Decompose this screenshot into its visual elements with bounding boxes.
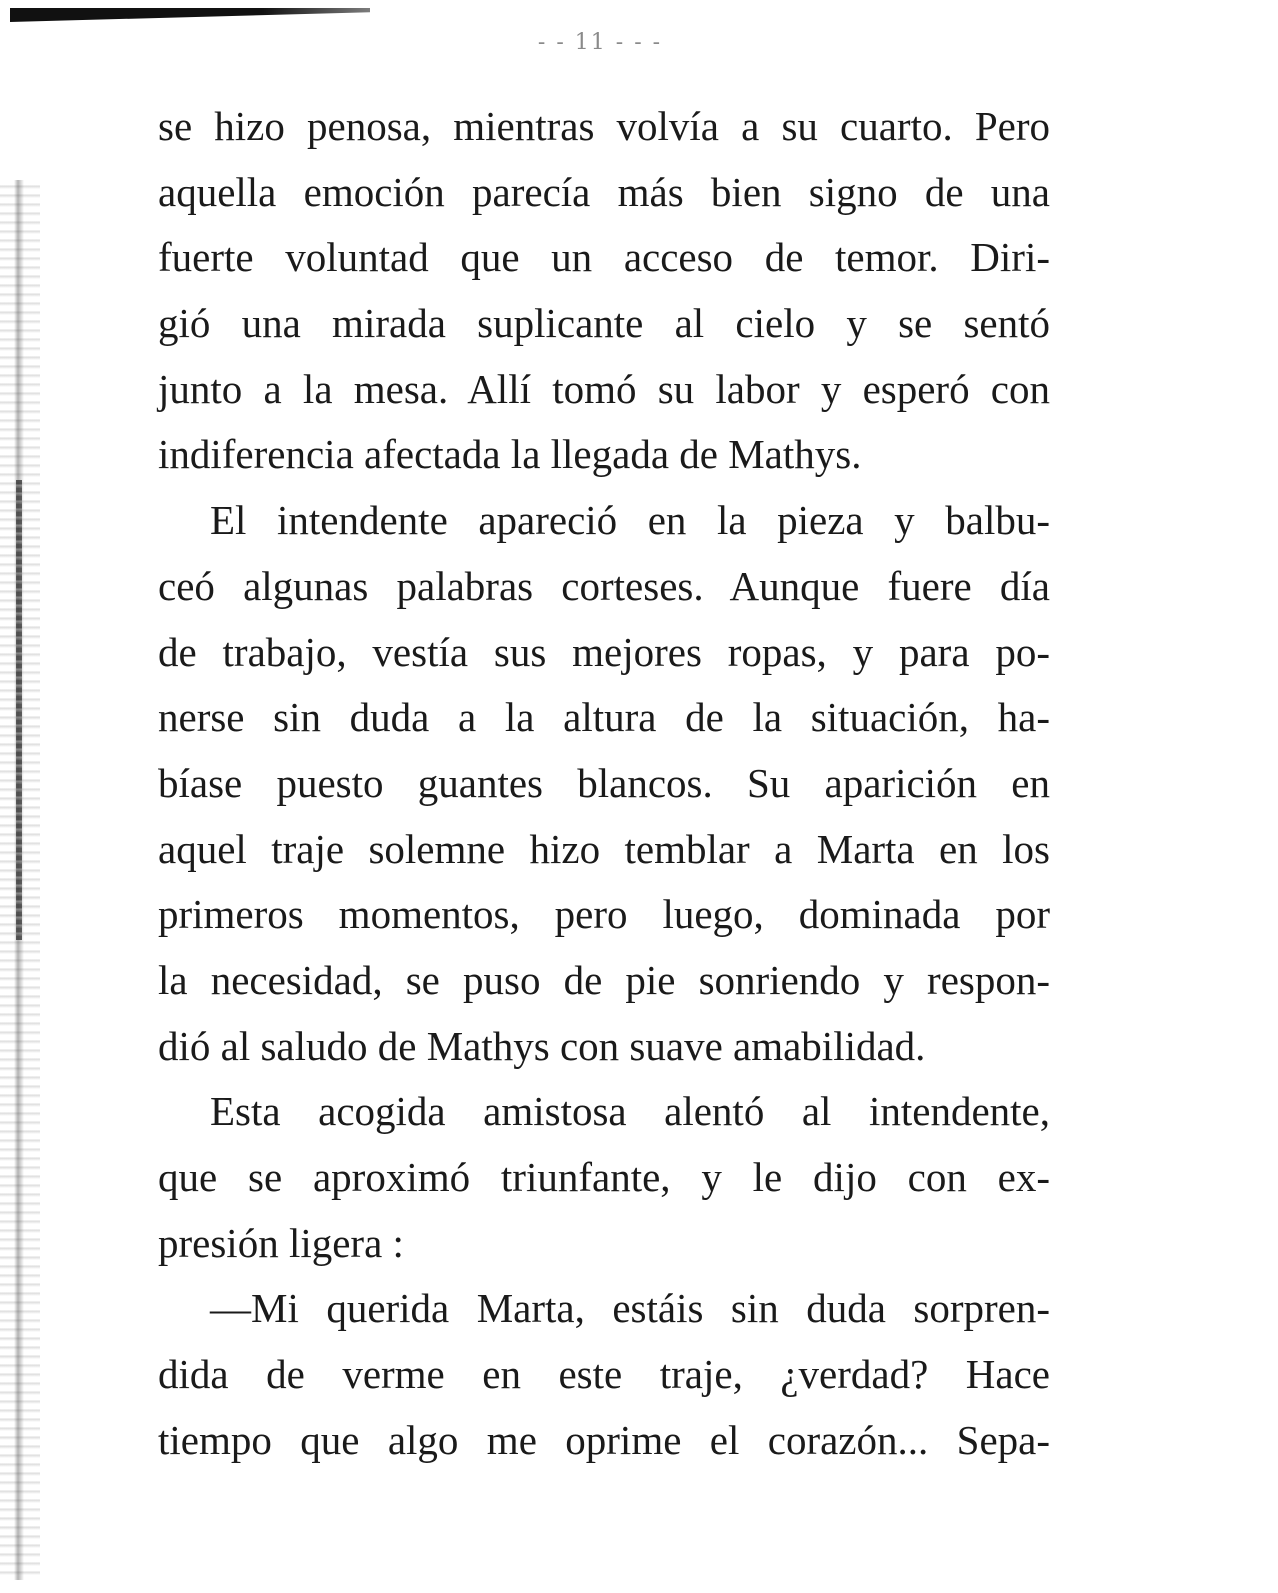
page-number: - - 11 - - - (537, 30, 663, 55)
text-line: se hizo penosa, mientras volvía a su cuarto. Pero (158, 103, 1050, 149)
text-line: presión ligera : (158, 1219, 404, 1266)
text-line: —Mi querida Marta, estáis sin duda sorpren- (210, 1285, 1050, 1332)
text-line: que se aproximó triunfante, y le dijo con ex- (158, 1154, 1050, 1200)
text-line: fuerte voluntad que un acceso de temor. Diri- (158, 234, 1050, 281)
text-line: nerse sin duda a la altura de la situación, ha- (158, 694, 1050, 741)
text-line: indiferencia afectada la llegada de Mathys. (158, 431, 862, 478)
body-text (158, 94, 1050, 1473)
text-line: dió al saludo de Mathys con suave amabilidad. (158, 1022, 926, 1069)
text-line: bíase puesto guantes blancos. Su aparición en (158, 759, 1050, 806)
text-line: aquella emoción parecía más bien signo de una (158, 168, 1050, 215)
text-line: aquel traje solemne hizo temblar a Marta en los (158, 825, 1050, 872)
text-line: junto a la mesa. Allí tomó su labor y esperó con (158, 365, 1050, 412)
text-line: Esta acogida amistosa alentó al intendente, (210, 1088, 1050, 1135)
text-line: de trabajo, vestía sus mejores ropas, y para po- (158, 628, 1050, 675)
text-line: tiempo que algo me oprime el corazón... Sepa- (158, 1416, 1050, 1463)
text-line: primeros momentos, pero luego, dominada por (158, 891, 1050, 938)
text-line: ceó algunas palabras corteses. Aunque fuere día (158, 562, 1050, 609)
text-line: El intendente apareció en la pieza y balbu- (210, 497, 1050, 544)
text-line: la necesidad, se puso de pie sonriendo y respon- (158, 956, 1050, 1003)
text-line: dida de verme en este traje, ¿verdad? Hace (158, 1351, 1050, 1398)
binding-edge (16, 480, 22, 940)
top-rule (10, 8, 370, 22)
text-line: gió una mirada suplicante al cielo y se sentó (158, 300, 1050, 347)
